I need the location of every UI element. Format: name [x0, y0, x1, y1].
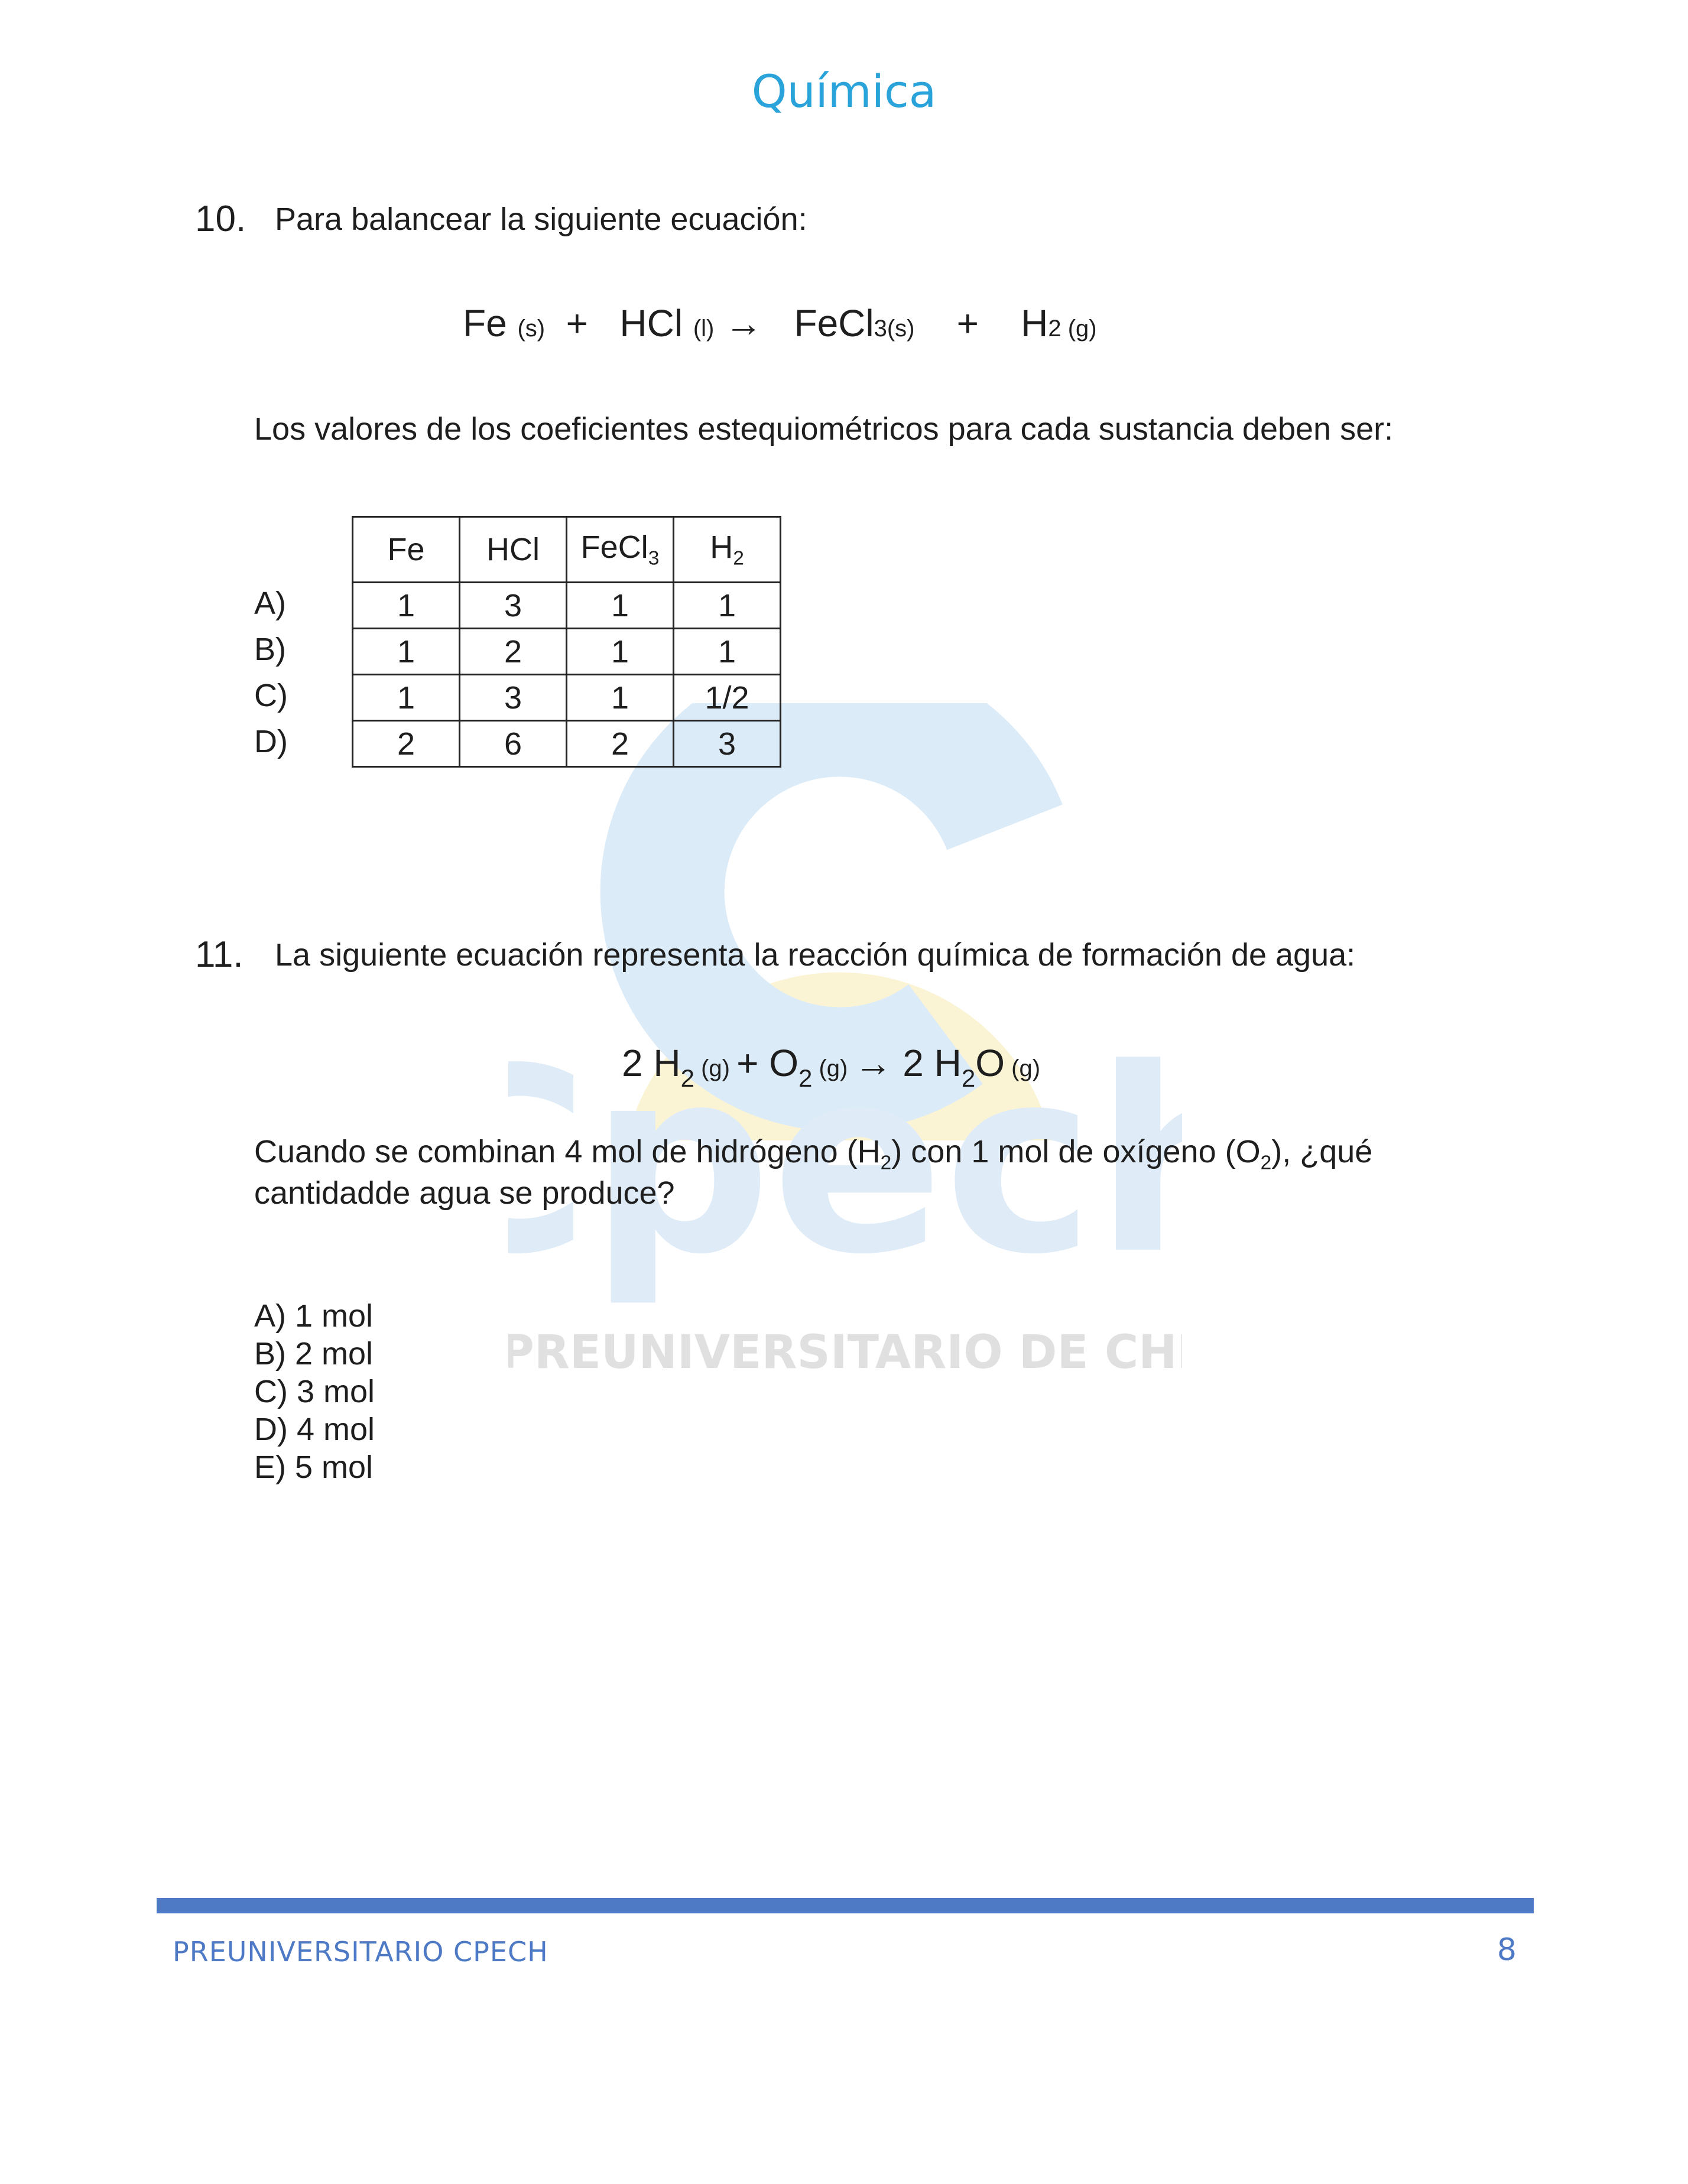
question-11-prompt: La siguiente ecuación representa la reacción química de formación de agua: [275, 937, 1356, 973]
row-label-c: C) [254, 678, 288, 713]
table-row [353, 583, 781, 629]
table-cell: 1 [353, 629, 460, 675]
eq2-h2-sub: 2 [680, 1064, 694, 1092]
eq-h2-sub: 2 (g) [1048, 316, 1097, 342]
eq2-o2: + O [736, 1042, 799, 1084]
footer-divider [157, 1898, 1534, 1913]
eq-h2: H [1021, 302, 1048, 344]
table-cell: 1 [353, 583, 460, 629]
svg-text:EL PREUNIVERSITARIO DE CHILE: PREUNIVERSITARIO DE CH [508, 1326, 1177, 1379]
page-number: 8 [1497, 1932, 1517, 1968]
eq-fe: Fe [463, 302, 507, 344]
eq-hcl-state: (l) [693, 316, 715, 342]
table-cell: 2 [460, 629, 567, 675]
question-10-instruction: Los valores de los coeficientes estequiométricos para cada sustancia deben ser: [254, 411, 1394, 447]
row-label-d: D) [254, 724, 288, 759]
answer-d: D) 4 mol [254, 1412, 375, 1447]
question-11-number: 11. [195, 934, 244, 975]
row-label-a: A) [254, 586, 286, 621]
question-10-equation [463, 301, 1097, 345]
eq2-h2o-sub: 2 [961, 1064, 976, 1092]
eq-arrow: → [725, 302, 763, 344]
answer-b: B) 2 mol [254, 1336, 374, 1372]
header-fecl3: FeCl$_3$ [567, 517, 674, 583]
question-11-text-line2: cantidadde agua se produce? [254, 1175, 675, 1211]
table-cell: 1 [674, 583, 781, 629]
table-cell: 2 [567, 721, 674, 767]
table-cell: 3 [460, 675, 567, 721]
table-row [353, 675, 781, 721]
question-10-prompt: Para balancear la siguiente ecuación: [275, 202, 807, 237]
answer-c: C) 3 mol [254, 1374, 375, 1409]
eq2-h2-state: (g) [694, 1055, 737, 1081]
svg-text:Cpech: pec [589, 1015, 1095, 1310]
table-header-row [353, 517, 781, 583]
eq2-h2o-o: O [975, 1042, 1005, 1084]
row-label-b: B) [254, 632, 286, 667]
eq2-o2-sub: 2 [798, 1064, 813, 1092]
table-row [353, 721, 781, 767]
table-cell: 3 [674, 721, 781, 767]
eq2-h2: 2 H [622, 1042, 681, 1084]
eq-fecl3-sub: 3(s) [874, 316, 915, 342]
table-row [353, 629, 781, 675]
header-h2: $H_2$ [674, 517, 781, 583]
answer-e: E) 5 mol [254, 1450, 374, 1485]
footer-brand: PREUNIVERSITARIO CPECH [173, 1936, 548, 1968]
eq-hcl: HCl [619, 302, 683, 344]
table-cell: 3 [460, 583, 567, 629]
question-11-text-line1: Cuando se combinan 4 mol de hidrógeno $(H_2)$ con 1 mol de oxígeno $(O_2)$, ¿qué [254, 1134, 1373, 1174]
question-11-equation [622, 1041, 1040, 1093]
eq2-h2o-h: → 2 H [854, 1042, 962, 1084]
table-row-labels [254, 580, 288, 765]
header-hcl: HCl [460, 517, 567, 583]
header-fe: Fe [353, 517, 460, 583]
table-cell: 1/2 [674, 675, 781, 721]
eq-plus-2: + [956, 302, 979, 344]
table-cell: 1 [567, 583, 674, 629]
table-cell: 6 [460, 721, 567, 767]
question-10-number: 10. [195, 199, 246, 239]
eq2-h2o-state: (g) [1005, 1055, 1041, 1081]
table-cell: 1 [674, 629, 781, 675]
eq-fecl3: FeCl [794, 302, 874, 344]
table-cell: 1 [567, 629, 674, 675]
eq2-o2-state: (g) [812, 1055, 855, 1081]
eq-fe-state: (s) [517, 316, 546, 342]
table-cell: 1 [353, 675, 460, 721]
answer-a: A) 1 mol [254, 1298, 374, 1334]
table-cell: 2 [353, 721, 460, 767]
question-11-answers [254, 1297, 375, 1486]
page-title: Química [751, 65, 937, 118]
eq-plus-1: + [566, 302, 589, 344]
coefficients-table [352, 516, 781, 768]
table-cell: 1 [567, 675, 674, 721]
